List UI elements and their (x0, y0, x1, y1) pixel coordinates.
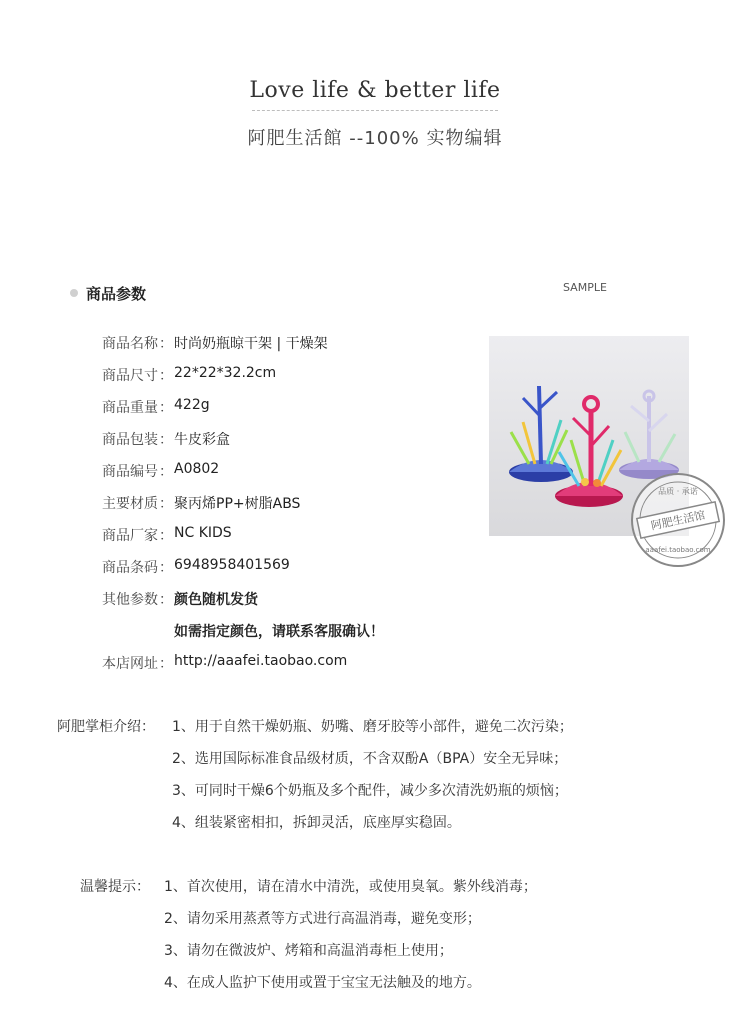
param-key: 本店网址 (102, 656, 158, 672)
intro-item: 3、可同时干燥6个奶瓶及多个配件，减少多次清洗奶瓶的烦恼； (172, 783, 568, 799)
shop-subtitle: 阿肥生活館 --100% 实物编辑 (247, 128, 503, 149)
param-row (60, 557, 480, 579)
param-key: 商品重量 (102, 400, 158, 416)
param-row (60, 525, 480, 547)
param-value: 颜色随机发货 (174, 592, 258, 608)
param-value: 如需指定颜色，请联系客服确认！ (174, 624, 384, 640)
slogan-divider (252, 110, 498, 111)
param-row (60, 333, 480, 355)
shop-stamp-seal (628, 470, 728, 570)
tips-item: 3、请勿在微波炉、烤箱和高温消毒柜上使用； (164, 943, 453, 959)
param-row (60, 493, 480, 515)
param-value: A0802 (174, 461, 220, 477)
param-colon: ： (159, 464, 173, 480)
intro-item: 2、选用国际标准食品级材质，不含双酚A（BPA）安全无异味； (172, 751, 568, 767)
param-row (60, 653, 480, 675)
param-colon: ： (159, 496, 173, 512)
stamp-top-text: 品质 · 承诺 (658, 487, 698, 496)
param-value: 聚丙烯PP+树脂ABS (174, 496, 301, 512)
tips-label: 温馨提示： (80, 879, 150, 895)
tips-item: 4、在成人监护下使用或置于宝宝无法触及的地方。 (164, 975, 481, 991)
param-colon: ： (159, 368, 173, 384)
shop-url: http://aaafei.taobao.com (174, 653, 348, 669)
tips-item: 1、首次使用，请在清水中清洗，或使用臭氧。紫外线消毒； (164, 879, 537, 895)
param-colon: ： (159, 592, 173, 608)
slogan: Love life & better life (249, 78, 501, 103)
param-key: 商品名称 (102, 336, 158, 352)
param-colon: ： (159, 656, 173, 672)
param-key: 商品包装 (102, 432, 158, 448)
param-row (60, 621, 480, 643)
intro-label: 阿肥掌柜介绍： (57, 719, 155, 735)
param-key (60, 621, 158, 643)
param-row (60, 461, 480, 483)
param-key: 商品编号 (102, 464, 158, 480)
param-row (60, 397, 480, 419)
param-row (60, 429, 480, 451)
stamp-center-text: 阿肥生活馆 (649, 508, 707, 533)
intro-item: 4、组装紧密相扣，拆卸灵活，底座厚实稳固。 (172, 815, 461, 831)
param-value: NC KIDS (174, 525, 232, 541)
param-colon: ： (159, 400, 173, 416)
param-colon: ： (159, 528, 173, 544)
param-key: 商品尺寸 (102, 368, 158, 384)
param-colon-blank (158, 621, 174, 643)
param-value: 6948958401569 (174, 557, 290, 573)
section-title: 商品参数 (86, 285, 147, 303)
param-colon: ： (159, 432, 173, 448)
stamp-icon (628, 470, 728, 570)
param-key: 主要材质 (102, 496, 158, 512)
intro-item: 1、用于自然干燥奶瓶、奶嘴、磨牙胶等小部件，避免二次污染； (172, 719, 573, 735)
param-colon: ： (159, 560, 173, 576)
bullet-dot-icon (70, 289, 78, 297)
param-value: 牛皮彩盒 (174, 432, 230, 448)
param-value: 时尚奶瓶晾干架 | 干燥架 (174, 336, 328, 352)
sample-label: SAMPLE (563, 281, 607, 294)
param-row (60, 365, 480, 387)
param-row (60, 589, 480, 611)
param-key: 商品条码 (102, 560, 158, 576)
param-key: 其他参数 (102, 592, 158, 608)
param-value: 22*22*32.2cm (174, 365, 277, 381)
param-colon: ： (159, 336, 173, 352)
stamp-bottom-text: aaafei.taobao.com (645, 546, 711, 554)
param-value: 422g (174, 397, 210, 413)
tips-item: 2、请勿采用蒸煮等方式进行高温消毒，避免变形； (164, 911, 481, 927)
param-key: 商品厂家 (102, 528, 158, 544)
